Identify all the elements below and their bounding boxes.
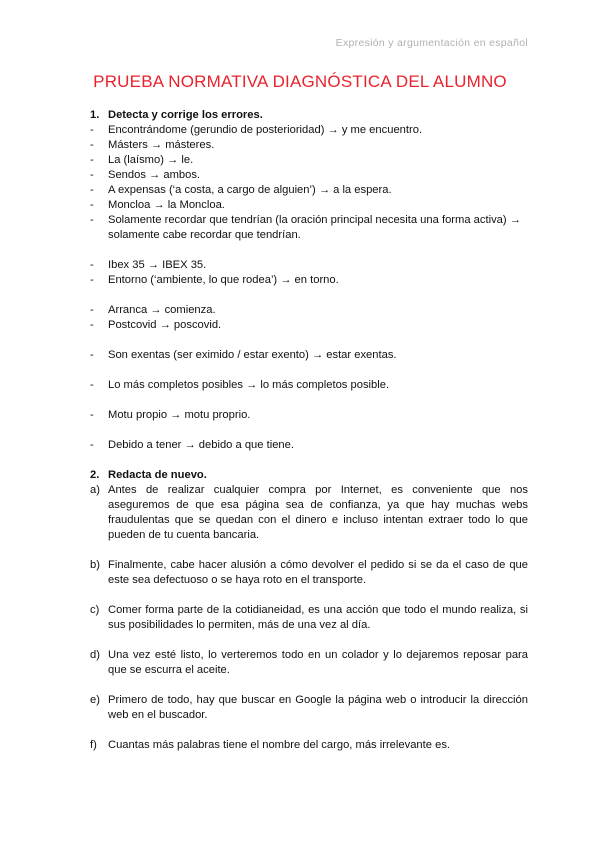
bullet: -	[90, 349, 94, 361]
list-item	[90, 213, 528, 243]
item-label: c)	[90, 604, 100, 616]
section-title: Detecta y corrige los errores.	[108, 109, 263, 121]
section-number: 2.	[90, 469, 100, 481]
list-item	[90, 738, 528, 753]
bullet: -	[90, 319, 94, 331]
item-label: e)	[90, 694, 100, 706]
item-text: A expensas (‘a costa, a cargo de alguien’) → a la espera.	[108, 184, 392, 196]
section-1-heading	[90, 108, 528, 123]
list-item	[90, 258, 528, 273]
page-title: PRUEBA NORMATIVA DIAGNÓSTICA DEL ALUMNO	[93, 72, 507, 91]
list-item	[90, 153, 528, 168]
item-label: d)	[90, 649, 100, 661]
item-label: f)	[90, 739, 97, 751]
document-body	[90, 108, 528, 753]
list-item	[90, 168, 528, 183]
list-item	[90, 648, 528, 678]
list-item	[90, 438, 528, 453]
bullet: -	[90, 169, 94, 181]
list-item	[90, 483, 528, 543]
item-text: Son exentas (ser eximido / estar exento) → estar exentas.	[108, 349, 397, 361]
item-text: Postcovid → poscovid.	[108, 319, 222, 331]
list-item	[90, 408, 528, 423]
item-label: a)	[90, 484, 100, 496]
list-item	[90, 378, 528, 393]
bullet: -	[90, 439, 94, 451]
bullet: -	[90, 379, 94, 391]
item-text: Solamente recordar que tendrían (la oración principal necesita una forma activa) → solamente cabe recordar que tendrían.	[108, 214, 521, 241]
list-item	[90, 603, 528, 633]
list-item	[90, 348, 528, 363]
item-text: Finalmente, cabe hacer alusión a cómo devolver el pedido si se da el caso de que este sea defectuoso o se haya roto en el transporte.	[108, 559, 528, 586]
bullet: -	[90, 154, 94, 166]
section-title: Redacta de nuevo.	[108, 469, 207, 481]
bullet: -	[90, 139, 94, 151]
list-item	[90, 318, 528, 333]
item-text: Entorno (‘ambiente, lo que rodea’) → en torno.	[108, 274, 339, 286]
list-item	[90, 558, 528, 588]
list-item	[90, 273, 528, 288]
bullet: -	[90, 259, 94, 271]
section-number: 1.	[90, 109, 100, 121]
bullet: -	[90, 409, 94, 421]
document-header: Expresión y argumentación en español	[335, 37, 528, 49]
bullet: -	[90, 199, 94, 211]
item-text: Antes de realizar cualquier compra por Internet, es conveniente que nos aseguremos de que esa página sea de confianza, ya que hay muchas webs fraudulentas que se quedan con el dinero e incluso intentan extraer todo lo que pueden de tu cuenta bancaria.	[108, 484, 528, 541]
item-label: b)	[90, 559, 100, 571]
section-2-heading	[90, 468, 528, 483]
bullet: -	[90, 304, 94, 316]
list-item	[90, 123, 528, 138]
list-item	[90, 183, 528, 198]
item-text: Másters → másteres.	[108, 139, 215, 151]
bullet: -	[90, 274, 94, 286]
item-text: Primero de todo, hay que buscar en Google la página web o introducir la dirección web en el buscador.	[108, 694, 528, 721]
list-item	[90, 138, 528, 153]
item-text: La (laísmo) → le.	[108, 154, 194, 166]
item-text: Moncloa → la Moncloa.	[108, 199, 225, 211]
item-text: Arranca → comienza.	[108, 304, 216, 316]
bullet: -	[90, 124, 94, 136]
item-text: Cuantas más palabras tiene el nombre del cargo, más irrelevante es.	[108, 739, 451, 751]
list-item	[90, 198, 528, 213]
item-text: Motu propio → motu proprio.	[108, 409, 251, 421]
item-text: Una vez esté listo, lo verteremos todo en un colador y lo dejaremos reposar para que se escurra el aceite.	[108, 649, 528, 676]
bullet: -	[90, 214, 94, 226]
bullet: -	[90, 184, 94, 196]
item-text: Encontrándome (gerundio de posterioridad) → y me encuentro.	[108, 124, 423, 136]
item-text: Sendos → ambos.	[108, 169, 201, 181]
item-text: Debido a tener → debido a que tiene.	[108, 439, 294, 451]
item-text: Ibex 35 → IBEX 35.	[108, 259, 207, 271]
item-text: Lo más completos posibles → lo más completos posible.	[108, 379, 390, 391]
item-text: Comer forma parte de la cotidianeidad, es una acción que todo el mundo realiza, si sus posibilidades lo permiten, más de una vez al día.	[108, 604, 528, 631]
list-item	[90, 303, 528, 318]
list-item	[90, 693, 528, 723]
